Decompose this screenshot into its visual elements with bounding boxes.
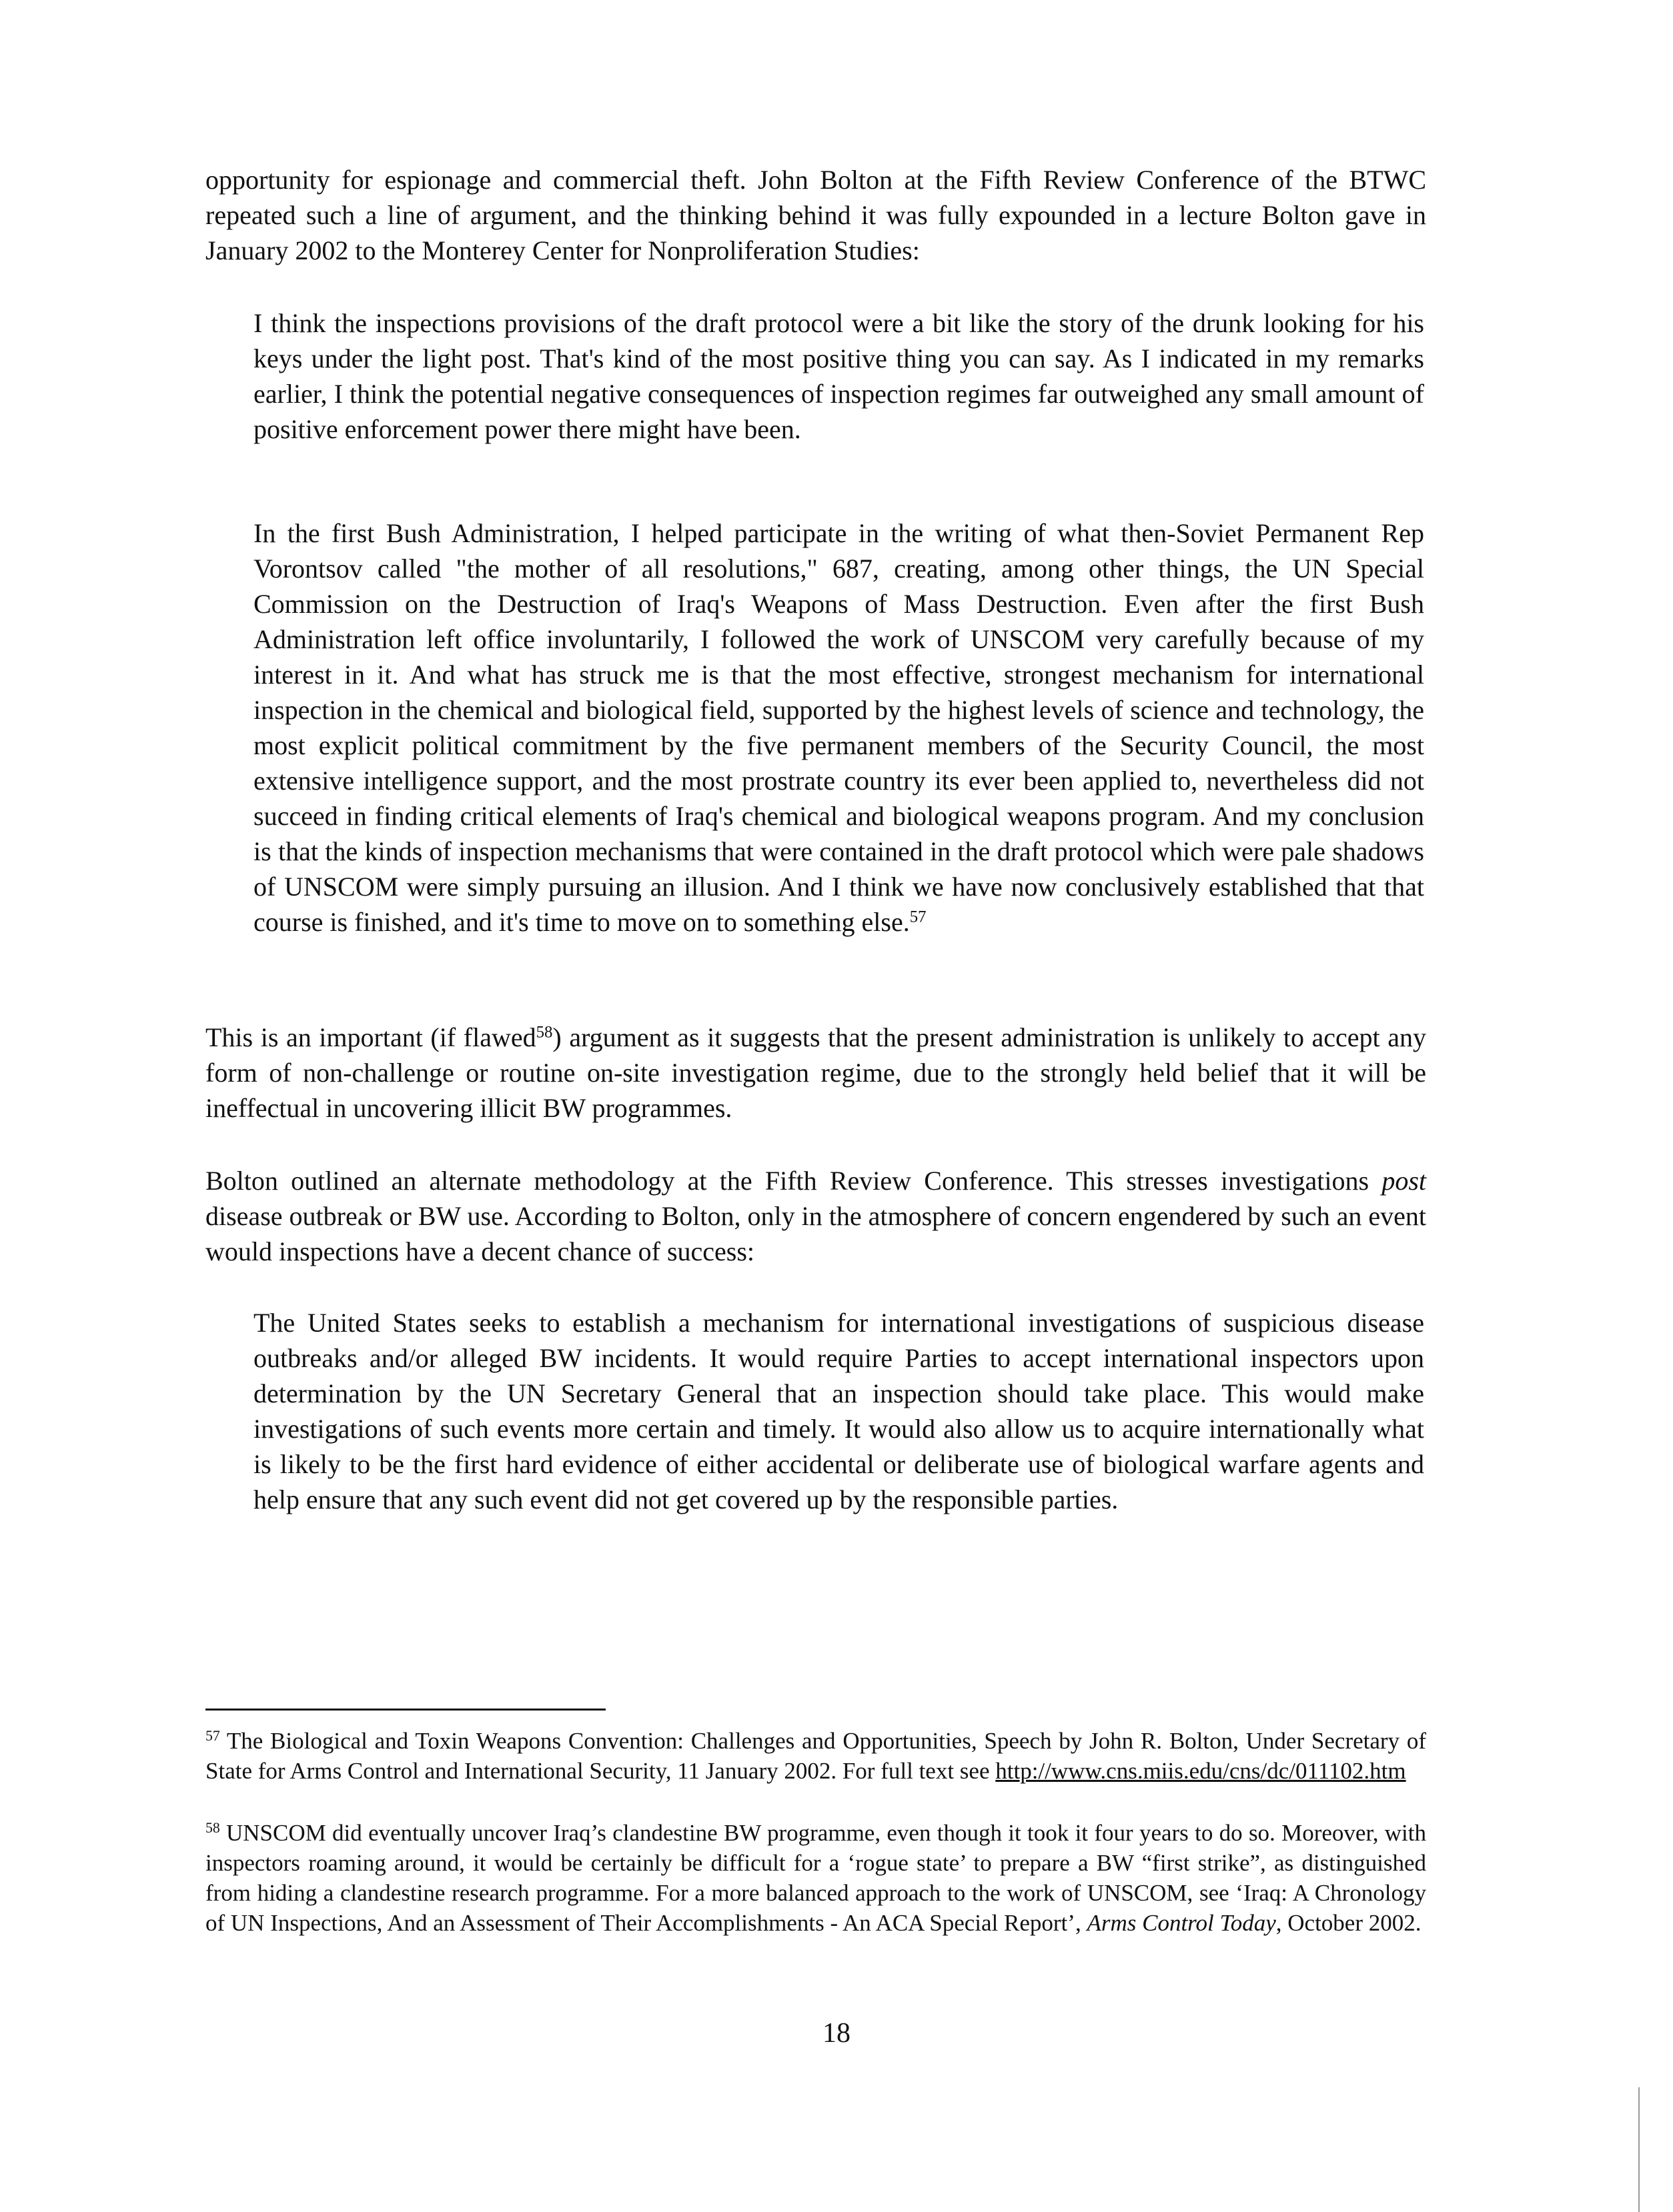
body-paragraph-3	[205, 1163, 1426, 1269]
footnote-58	[205, 1818, 1426, 1938]
scan-edge-line	[1638, 2087, 1640, 2212]
footnote-58-text: UNSCOM did eventually uncover Iraq’s clandestine BW programme, even though it took it four years to do so. Moreover, with inspectors roaming around, it would be certainly be difficult for a ‘rogue state’ to prepare a BW “first strike”, as distinguished from hiding a clandestine research programme. For a more balanced approach to the work of UNSCOM, see ‘Iraq: A Chronology of UN Inspections, And an Assessment of Their Accomplishments - An ACA Special Report’,	[205, 1820, 1426, 1936]
block-quote-3	[253, 1305, 1424, 1517]
body-paragraph-1	[205, 162, 1426, 268]
footnote-57-text: The Biological and Toxin Weapons Convention: Challenges and Opportunities, Speech by John R. Bolton, Under Secretary of State for Arms Control and International Security, 11 January 2002. For full text see	[205, 1728, 1426, 1784]
footnote-58-text-end: , October 2002.	[1275, 1910, 1422, 1936]
body-paragraph-2	[205, 1020, 1426, 1126]
footnote-57-number: 57	[205, 1728, 220, 1745]
body-paragraph-1-text: opportunity for espionage and commercial theft. John Bolton at the Fifth Review Conference of the BTWC repeated such a line of argument, and the thinking behind it was fully expounded in a lecture Bolton gave in January 2002 to the Monterey Center for Nonproliferation Studies:	[205, 165, 1426, 265]
body-paragraph-2-text-start: This is an important (if flawed	[205, 1022, 536, 1052]
body-paragraph-3-text-end: disease outbreak or BW use. According to Bolton, only in the atmosphere of concern engendered by such an event would inspections have a decent chance of success:	[205, 1201, 1426, 1266]
footnote-ref-57[interactable]: 57	[909, 908, 927, 926]
body-paragraph-3-emphasis: post	[1381, 1166, 1426, 1196]
block-quote-1	[253, 305, 1424, 447]
footnote-separator	[205, 1709, 606, 1711]
block-quote-3-text: The United States seeks to establish a mechanism for international investigations of suspicious disease outbreaks and/or alleged BW incidents. It would require Parties to accept international inspectors upon determination by the UN Secretary General that an inspection should take place. This would make investigations of such events more certain and timely. It would also allow us to acquire internationally what is likely to be the first hard evidence of either accidental or deliberate use of biological warfare agents and help ensure that any such event did not get covered up by the responsible parties.	[253, 1308, 1424, 1514]
footnote-57-link[interactable]: http://www.cns.miis.edu/cns/dc/011102.htm	[995, 1758, 1406, 1784]
body-paragraph-2-text-end: ) argument as it suggests that the present administration is unlikely to accept any form of non-challenge or routine on-site investigation regime, due to the strongly held belief that it will be ineffectual in uncovering illicit BW programmes.	[205, 1022, 1427, 1123]
block-quote-1-text: I think the inspections provisions of the draft protocol were a bit like the story of the drunk looking for his keys under the light post. That's kind of the most positive thing you can say. As I indicated in my remarks earlier, I think the potential negative consequences of inspection regimes far outweighed any small amount of positive enforcement power there might have been.	[253, 308, 1424, 444]
footnote-58-number: 58	[205, 1820, 220, 1837]
page-number: 18	[822, 2018, 851, 2049]
footnote-ref-58[interactable]: 58	[536, 1023, 553, 1042]
footnote-58-journal-title: Arms Control Today	[1087, 1910, 1276, 1936]
block-quote-2-text: In the first Bush Administration, I helped participate in the writing of what then-Soviet Permanent Rep Vorontsov called "the mother of all resolutions," 687, creating, among other things, the UN Special Commission on the Destruction of Iraq's Weapons of Mass Destruction. Even after the first Bush Administration left office involuntarily, I followed the work of UNSCOM very carefully because of my interest in it. And what has struck me is that the most effective, strongest mechanism for international inspection in the chemical and biological field, supported by the highest levels of science and technology, the most explicit political commitment by the five permanent members of the Security Council, the most extensive intelligence support, and the most prostrate country its ever been applied to, nevertheless did not succeed in finding critical elements of Iraq's chemical and biological weapons program. And my conclusion is that the kinds of inspection mechanisms that were contained in the draft protocol which were pale shadows of UNSCOM were simply pursuing an illusion. And I think we have now conclusively established that that course is finished, and it's time to move on to something else.	[253, 518, 1424, 937]
footnote-57	[205, 1726, 1426, 1786]
body-paragraph-3-text-start: Bolton outlined an alternate methodology at the Fifth Review Conference. This stresses investigations	[205, 1166, 1382, 1196]
block-quote-2	[253, 515, 1424, 940]
